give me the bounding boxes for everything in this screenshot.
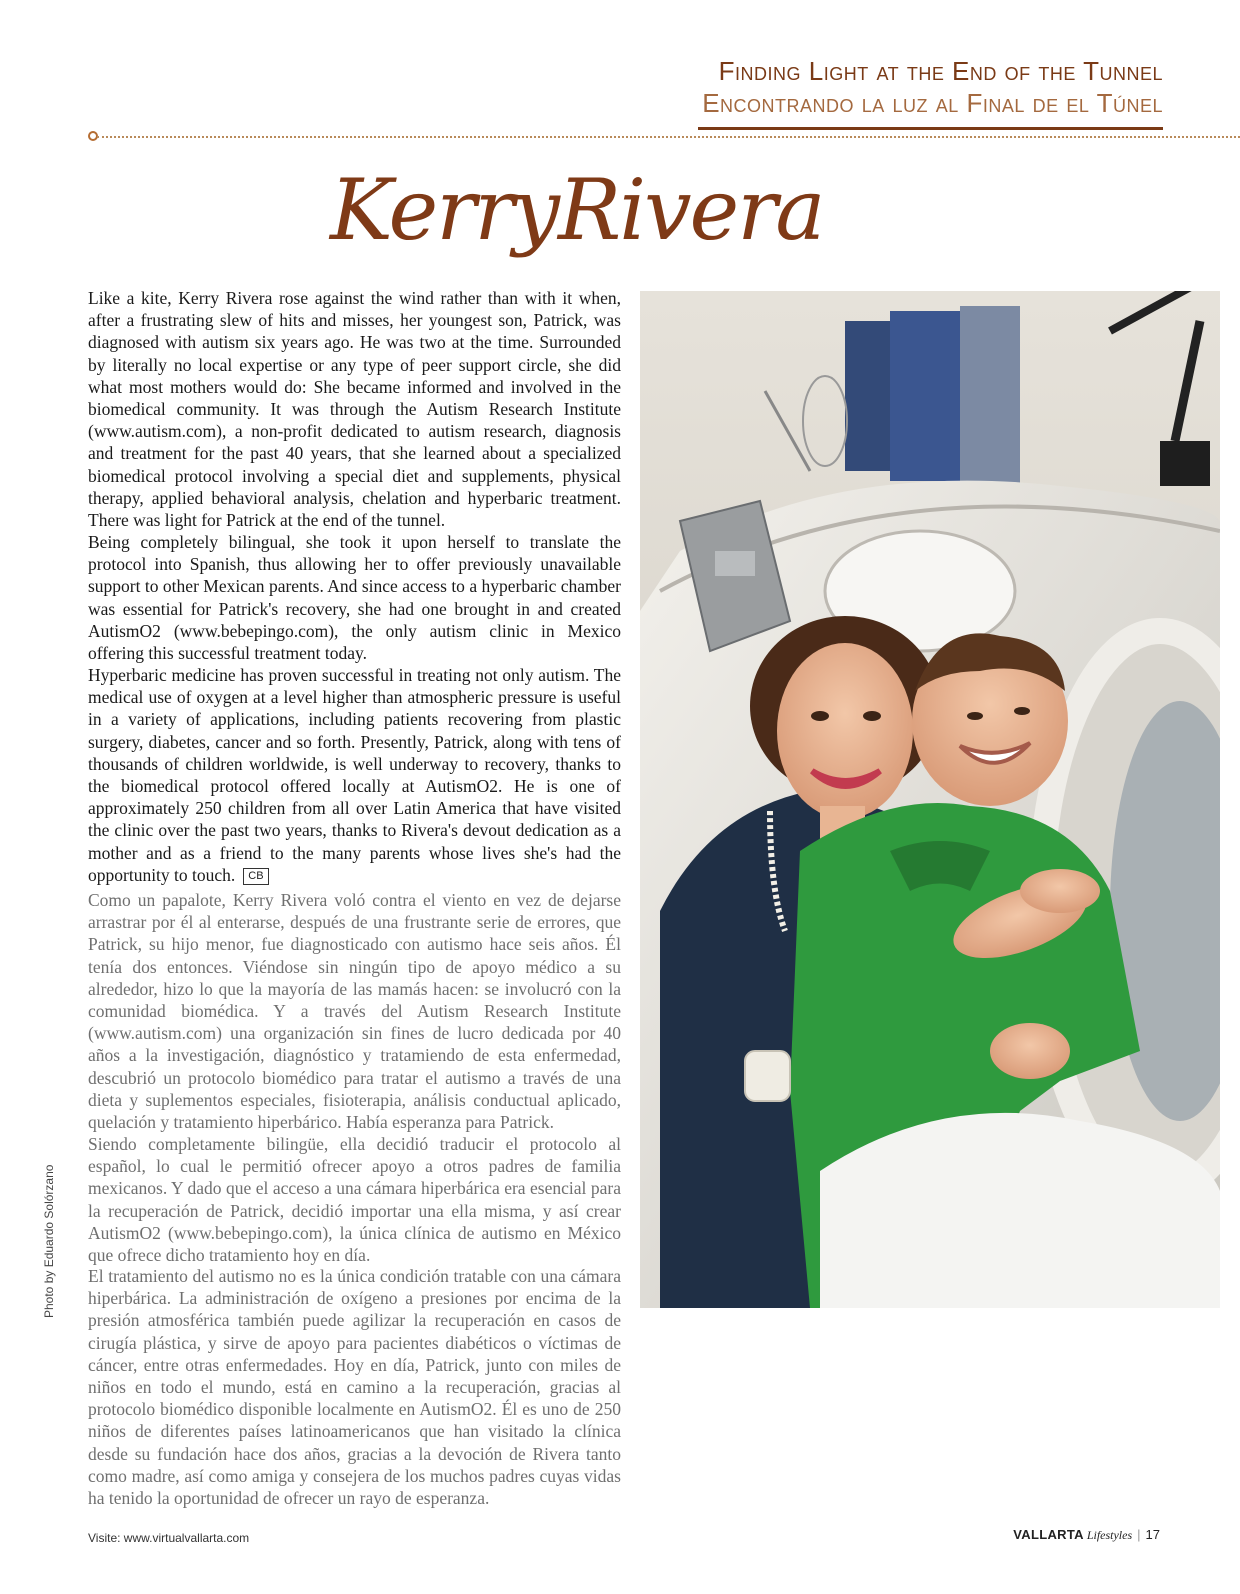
paragraph-text: Como un papalote, Kerry Rivera voló contra el viento en vez de dejarse arrastrar por él al enterarse, después de una frustrante serie de errores, que Patrick, su hijo menor, fue diagnosticado con autismo hace seis años. Él tenía dos entonces. Viéndose sin ningún tipo de apoyo médico a su alrededor, hizo lo que la mayoría de las mamás hacen: se involucró con la comunidad biomédica. Y a través del Autism Research Institute (www.autism.com) una organización sin fines de lucro dedicada por 40 años a la investigación, diagnóstico y tratamiendo de esta enfermedad, descubrió un protocolo biomédico para tratar el autismo a través de una dieta y suplementos especiales, fisioterapia, análisis conductual aplicado, quelación y tratamiento hiperbárico. Había esperanza para Patrick. [88,890,621,1133]
footer-separator: | [1137,1527,1141,1542]
section-header [702,54,1163,118]
section-title-es: Encontrando la luz al Final de el Túnel [702,88,1163,118]
paragraph-text: Being completely bilingual, she took it upon herself to translate the protocol into Spanish, thus allowing her to offer previously unavailable support to other Mexican parents. And since access to a hyperbaric chamber was essential for Patrick's recovery, she had one brought in and created AutismO2 (www.bebepingo.com), the only autism clinic in Mexico offering this successful treatment today. [88,532,621,664]
footer-brand [1013,1527,1160,1543]
paragraph-text: Siendo completamente bilingüe, ella decidió traducir el protocolo al español, lo cual le permitió ofrecer apoyo a otros padres de familia mexicanos. Y dado que el acceso a una cámara hiperbárica era esencial para la recuperación de Patrick, decidió importar una ella misma, y así crear AutismO2 (www.bebepingo.com), la única clínica de autismo en México que ofrece dicho tratamiento hoy en día. [88,1134,621,1266]
article-photo [640,291,1220,1308]
paragraph-body: Hyperbaric medicine has proven successful in treating not only autism. The medical use of oxygen at a level higher than atmospheric pressure is useful in a variety of applications, including patients recovering from plastic surgery, diabetes, cancer and so forth. Presently, Patrick, along with tens of thousands of children worldwide, is well underway to recovery, thanks to the biomedical protocol offered locally at AutismO2. He is one of approximately 250 children from all over Latin America that have visited the clinic over the past two years, thanks to Rivera's devout dedication as a mother and as a friend to the many parents whose lives she's had the opportunity to touch. [88,665,621,885]
page-number: 17 [1145,1527,1160,1542]
dotted-rule [97,136,1240,138]
article-paragraph-en-1 [88,287,621,531]
article-paragraph-en-2 [88,531,621,664]
paragraph-text [88,664,621,886]
footer-website: Visite: www.virtualvallarta.com [88,1531,250,1545]
footer-brand-name: VALLARTA [1013,1527,1084,1542]
photo-illustration [640,291,1220,1308]
section-title-en: Finding Light at the End of the Tunnel [718,56,1163,86]
paragraph-text: El tratamiento del autismo no es la única condición tratable con una cámara hiperbárica. La administración de oxígeno a presiones por encima de la presión atmosférica también puede agilizar la recuperación en casos de cirugía plástica, y sirve de apoyo para pacientes diabéticos o víctimas de cáncer, entre otras enfermedades. Hoy en día, Patrick, junto con miles de niños en todo el mundo, está en camino a la recuperación, gracias al protocolo biomédico disponible localmente en AutismO2. Él es uno de 250 niños de diferentes países latinoamericanos que han visitado la clínica desde su fundación hace dos años, gracias a la devoción de Rivera tanto como madre, así como amiga y consejera de los muchos padres cuyas vidas ha tenido la oportunidad de ofrecer un rayo de esperanza. [88,1266,621,1509]
footer-brand-sub: Lifestyles [1086,1528,1133,1542]
paragraph-text: Like a kite, Kerry Rivera rose against the wind rather than with it when, after a frustrating slew of hits and misses, her youngest son, Patrick, was diagnosed with autism six years ago. He was two at the time. Surrounded by literally no local expertise or any type of peer support circle, she did what most mothers would do: She became informed and involved in the biomedical community. It was through the Autism Research Institute (www.autism.com), a non-profit dedicated to autism research, diagnosis and treatment for the past 40 years, that she learned about a specialized biomedical protocol involving a special diet and supplements, physical therapy, applied behavioral analysis, chelation and hyperbaric treatment. There was light for Patrick at the end of the tunnel. [88,288,621,531]
article-paragraph-es-1 [88,889,621,1133]
photo-credit: Photo by Eduardo Solórzano [42,1164,56,1318]
end-badge: CB [243,868,268,885]
article-title: KerryRivera [330,161,824,259]
article-paragraph-es-3 [88,1265,621,1509]
header-underline [698,127,1163,130]
article-paragraph-en-3 [88,664,621,886]
speaker-shape [890,311,965,481]
article-paragraph-es-2 [88,1133,621,1266]
